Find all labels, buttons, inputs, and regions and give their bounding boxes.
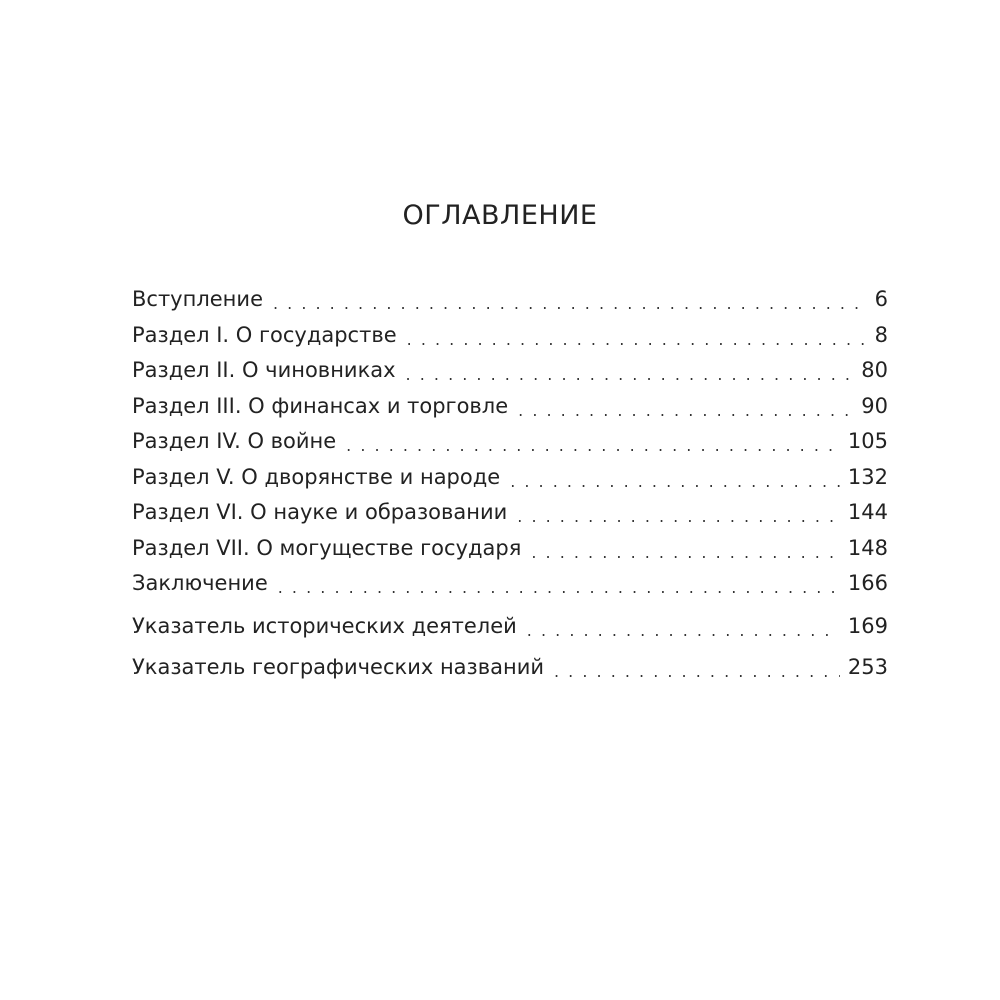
toc-entry-label: Заключение	[132, 571, 268, 595]
dot-leader	[531, 535, 840, 571]
table-of-contents	[132, 282, 888, 686]
toc-entry-page-number: 132	[847, 464, 888, 489]
toc-entry-label: Вступление	[132, 287, 263, 311]
toc-entry-section-2	[132, 353, 888, 389]
toc-entry-section-4	[132, 424, 888, 460]
toc-entry-label: Раздел II. О чиновниках	[132, 358, 396, 382]
dot-leader	[518, 393, 853, 429]
toc-entry-page-number: 253	[847, 655, 888, 679]
toc-entry-page-number: 148	[847, 535, 888, 560]
dot-leader	[517, 499, 840, 535]
toc-entry-page-number: 166	[847, 571, 888, 595]
dot-leader	[510, 464, 840, 500]
toc-entry-page-number: 80	[861, 358, 888, 382]
toc-entry-page-number: 90	[861, 393, 888, 418]
toc-entry-label: Раздел IV. О войне	[132, 429, 337, 453]
toc-entry-label: Указатель исторических деятелей	[132, 613, 517, 638]
toc-entry-page-number: 169	[847, 613, 888, 638]
toc-entry-label: Раздел VII. О могуществе государя	[132, 535, 522, 560]
toc-entry-section-5	[132, 460, 888, 496]
toc-title: ОГЛАВЛЕНИЕ	[402, 200, 598, 231]
dot-leader	[407, 322, 867, 358]
toc-entry-label: Раздел I. О государстве	[132, 322, 397, 347]
dot-leader	[554, 654, 840, 690]
toc-entry-introduction	[132, 282, 888, 318]
toc-entry-label: Раздел VI. О науке и образовании	[132, 500, 508, 524]
dot-leader	[406, 357, 854, 393]
toc-entry-page-number: 6	[874, 287, 888, 311]
toc-entry-section-6	[132, 495, 888, 531]
toc-entry-page-number: 8	[874, 322, 888, 347]
dot-leader	[346, 428, 840, 464]
toc-entry-page-number: 105	[847, 429, 888, 453]
dot-leader	[278, 570, 840, 606]
toc-entry-index-people	[132, 609, 888, 645]
toc-entry-section-1	[132, 318, 888, 354]
toc-entry-section-3	[132, 389, 888, 425]
toc-entry-conclusion	[132, 566, 888, 602]
dot-leader	[273, 286, 867, 322]
toc-entry-label: Указатель географических названий	[132, 655, 544, 679]
toc-entry-index-places	[132, 650, 888, 686]
toc-entry-page-number: 144	[847, 500, 888, 524]
toc-entry-section-7	[132, 531, 888, 567]
toc-entry-label: Раздел III. О финансах и торговле	[132, 393, 509, 418]
dot-leader	[527, 613, 840, 649]
toc-entry-label: Раздел V. О дворянстве и народе	[132, 464, 501, 489]
